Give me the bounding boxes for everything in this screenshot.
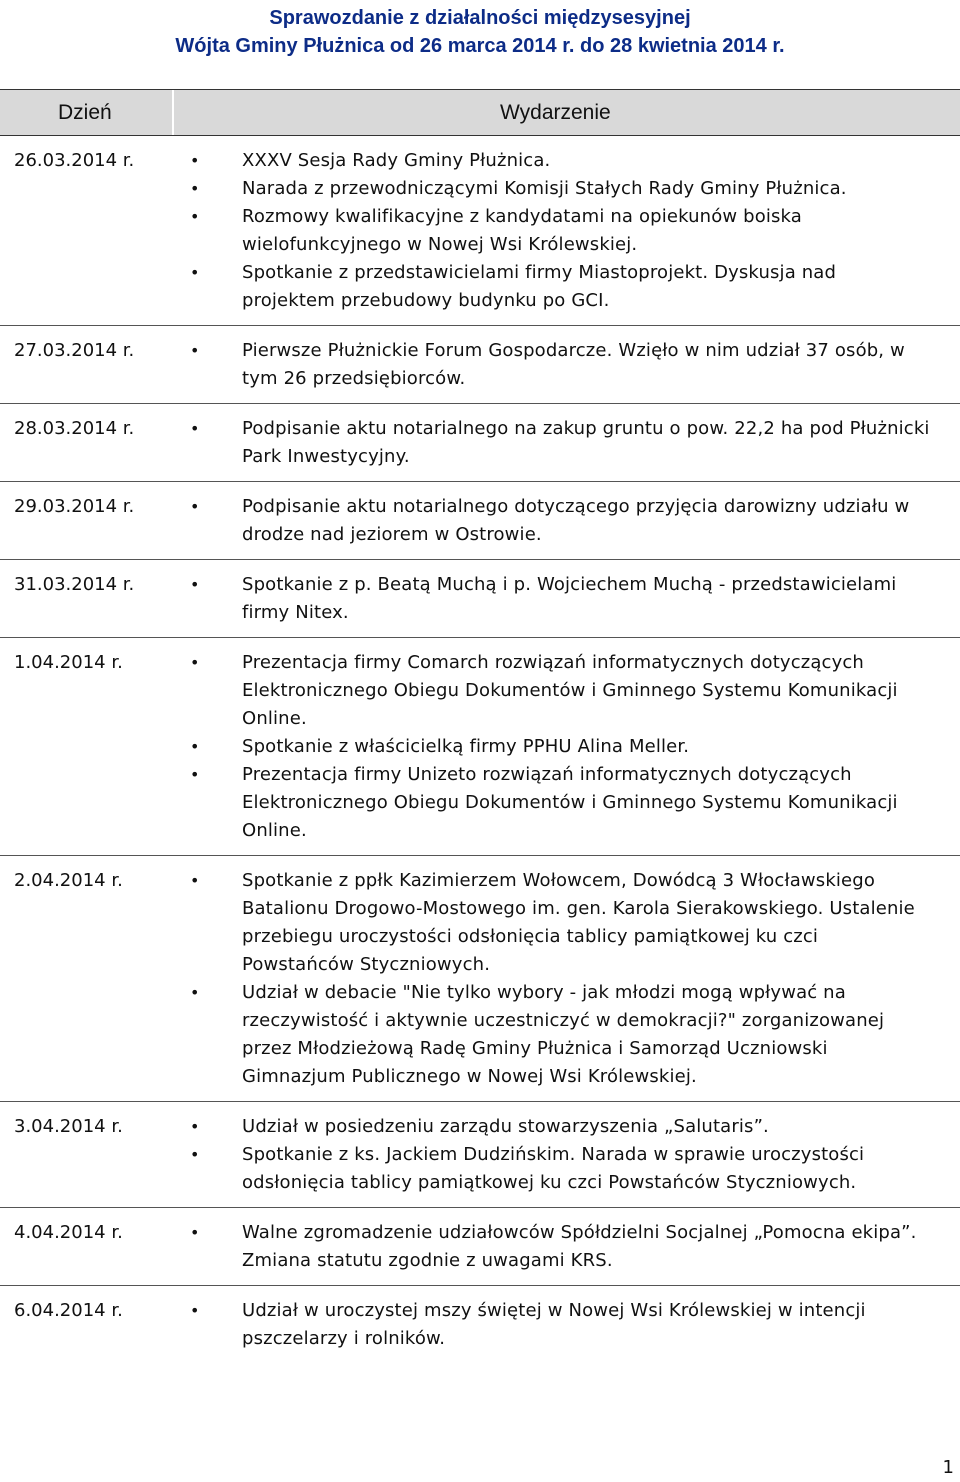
bullet-icon: •: [190, 575, 200, 594]
row-date: 29.03.2014 r.: [14, 496, 135, 517]
event-text: Walne zgromadzenie udziałowców Spółdzielni Socjalnej „Pomocna ekipa”. Zmiana statutu zgodnie z uwagami KRS.: [242, 1222, 917, 1271]
event-list: [0, 337, 932, 393]
event-item: [190, 1113, 932, 1141]
bullet-icon: •: [190, 1117, 200, 1136]
bullet-icon: •: [190, 1223, 200, 1242]
event-item: [190, 337, 932, 393]
event-list: [0, 1219, 932, 1275]
event-list: [0, 147, 932, 315]
table-row: [0, 493, 960, 560]
event-item: [190, 761, 932, 845]
event-item: [190, 733, 932, 761]
event-item: [190, 649, 932, 733]
bullet-icon: •: [190, 497, 200, 516]
event-text: Pierwsze Płużnickie Forum Gospodarcze. Wzięło w nim udział 37 osób, w tym 26 przedsiębiorców.: [242, 340, 905, 389]
table-row: [0, 415, 960, 482]
bullet-icon: •: [190, 871, 200, 890]
event-item: [190, 203, 932, 259]
event-text: Podpisanie aktu notarialnego dotyczącego przyjęcia darowizny udziału w drodze nad jeziorem w Ostrowie.: [242, 496, 910, 545]
event-item: [190, 979, 932, 1091]
event-text: Rozmowy kwalifikacyjne z kandydatami na opiekunów boiska wielofunkcyjnego w Nowej Wsi Królewskiej.: [242, 206, 802, 255]
event-text: Udział w posiedzeniu zarządu stowarzyszenia „Salutaris”.: [242, 1116, 769, 1137]
row-date: 28.03.2014 r.: [14, 418, 135, 439]
event-list: [0, 867, 932, 1091]
event-list: [0, 1297, 932, 1353]
event-list: [0, 415, 932, 471]
bullet-icon: •: [190, 1301, 200, 1320]
bullet-icon: •: [190, 765, 200, 784]
row-date: 3.04.2014 r.: [14, 1116, 123, 1137]
bullet-icon: •: [190, 419, 200, 438]
event-item: [190, 147, 932, 175]
bullet-icon: •: [190, 737, 200, 756]
event-text: Narada z przewodniczącymi Komisji Stałych Rady Gminy Płużnica.: [242, 178, 847, 199]
bullet-icon: •: [190, 653, 200, 672]
table-row: [0, 1113, 960, 1208]
table-row: [0, 571, 960, 638]
event-text: Podpisanie aktu notarialnego na zakup gruntu o pow. 22,2 ha pod Płużnicki Park Inwestycyjny.: [242, 418, 930, 467]
event-text: XXXV Sesja Rady Gminy Płużnica.: [242, 150, 551, 171]
event-text: Prezentacja firmy Unizeto rozwiązań informatycznych dotyczących Elektronicznego Obiegu Dokumentów i Gminnego Systemu Komunikacji Online.: [242, 764, 898, 841]
event-list: [0, 649, 932, 845]
row-date: 26.03.2014 r.: [14, 150, 135, 171]
event-item: [190, 1141, 932, 1197]
event-text: Udział w uroczystej mszy świętej w Nowej Wsi Królewskiej w intencji pszczelarzy i rolników.: [242, 1300, 866, 1349]
event-item: [190, 493, 932, 549]
title-line-2: Wójta Gminy Płużnica od 26 marca 2014 r. do 28 kwietnia 2014 r.: [175, 35, 785, 57]
event-item: [190, 175, 932, 203]
event-item: [190, 571, 932, 627]
row-date: 6.04.2014 r.: [14, 1300, 123, 1321]
event-text: Spotkanie z przedstawicielami firmy Miastoprojekt. Dyskusja nad projektem przebudowy budynku po GCI.: [242, 262, 837, 311]
table-row: [0, 867, 960, 1102]
bullet-icon: •: [190, 263, 200, 282]
event-item: [190, 415, 932, 471]
event-text: Prezentacja firmy Comarch rozwiązań informatycznych dotyczących Elektronicznego Obiegu Dokumentów i Gminnego Systemu Komunikacji Online.: [242, 652, 898, 729]
event-item: [190, 1219, 932, 1275]
table-row: [0, 337, 960, 404]
bullet-icon: •: [190, 207, 200, 226]
page-number: 1: [942, 1457, 954, 1478]
event-list: [0, 1113, 932, 1197]
bullet-icon: •: [190, 179, 200, 198]
row-date: 4.04.2014 r.: [14, 1222, 123, 1243]
row-date: 27.03.2014 r.: [14, 340, 135, 361]
row-date: 1.04.2014 r.: [14, 652, 123, 673]
bullet-icon: •: [190, 983, 200, 1002]
event-item: [190, 867, 932, 979]
row-date: 31.03.2014 r.: [14, 574, 135, 595]
event-text: Spotkanie z właścicielką firmy PPHU Alina Meller.: [242, 736, 690, 757]
header-event: Wydarzenie: [500, 101, 611, 124]
event-item: [190, 259, 932, 315]
header-divider: [172, 90, 174, 135]
row-date: 2.04.2014 r.: [14, 870, 123, 891]
title-line-1: Sprawozdanie z działalności międzysesyjnej: [269, 7, 691, 29]
document-title: [0, 4, 960, 60]
event-list: [0, 571, 932, 627]
event-text: Spotkanie z p. Beatą Muchą i p. Wojciechem Muchą - przedstawicielami firmy Nitex.: [242, 574, 897, 623]
table-row: [0, 147, 960, 326]
event-list: [0, 493, 932, 549]
header-day: Dzień: [58, 101, 112, 124]
event-text: Spotkanie z ks. Jackiem Dudzińskim. Narada w sprawie uroczystości odsłonięcia tablicy pamiątkowej ku czci Powstańców Styczniowych.: [242, 1144, 865, 1193]
bullet-icon: •: [190, 1145, 200, 1164]
table-body: [0, 147, 960, 1374]
table-header: [0, 89, 960, 136]
table-row: [0, 1297, 960, 1363]
bullet-icon: •: [190, 151, 200, 170]
table-row: [0, 1219, 960, 1286]
table-row: [0, 649, 960, 856]
event-item: [190, 1297, 932, 1353]
event-text: Spotkanie z ppłk Kazimierzem Wołowcem, Dowódcą 3 Włocławskiego Batalionu Drogowo-Mostowego im. gen. Karola Sierakowskiego. Ustalenie przebiegu uroczystości odsłonięcia tablicy pamiątkowej ku czci Powstańców Styczniowych.: [242, 870, 915, 975]
bullet-icon: •: [190, 341, 200, 360]
event-text: Udział w debacie "Nie tylko wybory - jak młodzi mogą wpływać na rzeczywistość i aktywnie uczestniczyć w demokracji?" zorganizowanej przez Młodzieżową Radę Gminy Płużnica i Samorząd Uczniowski Gimnazjum Publicznego w Nowej Wsi Królewskiej.: [242, 982, 885, 1087]
